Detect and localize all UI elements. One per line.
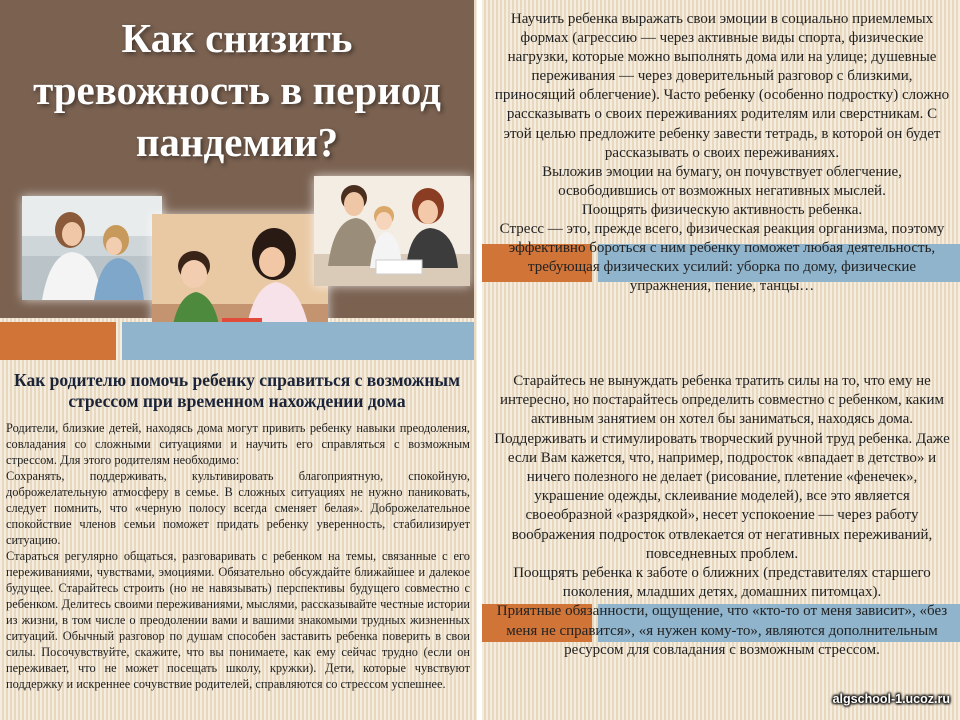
right-paragraph: Поощрять ребенка к заботе о ближних (представителях старшего поколения, младших детях, домашних питомцах). bbox=[513, 565, 931, 601]
left-body-text bbox=[6, 420, 470, 692]
right-bottom-text bbox=[492, 372, 952, 660]
right-paragraph: Выложив эмоции на бумагу, он почувствует облегчение, освободившись от возможных негативных мыслей. bbox=[542, 163, 902, 199]
left-paragraph: Родители, близкие детей, находясь дома могут привить ребенку навыки преодоления, совладания со сложными ситуациями и научить его справляться с возможным стрессом. Для этого родителям необходимо: bbox=[6, 421, 470, 467]
section-heading: Как родителю помочь ребенку справиться с возможным стрессом при временном нахождении дома bbox=[13, 370, 461, 411]
right-paragraph: Приятные обязанности, ощущение, что «кто-то от меня зависит», «без меня не справится», «я нужен кому-то», являются дополнительным ресурсом для совладания с возможным стрессом. bbox=[496, 603, 948, 658]
right-paragraph: Поощрять физическую активность ребенка. bbox=[581, 201, 863, 218]
page-title: Как снизить тревожность в период пандемии? bbox=[33, 15, 441, 165]
right-top-text bbox=[492, 10, 952, 296]
photo-family-reading bbox=[314, 176, 470, 286]
left-paragraph: Сохранять, поддерживать, культивировать благоприятную, спокойную, доброжелательную атмосферу в семье. В сложных ситуациях не нужно паниковать, следует помнить, что «черную полосу всегда сменяет белая». Доброжелательное спокойствие членов семьи поможет придать ребенку уверенность, стабилизирует ситуацию. bbox=[6, 469, 470, 547]
left-paragraph: Стараться регулярно общаться, разговаривать с ребенком на темы, связанные с его переживаниями, чувствами, эмоциями. Обязательно обсуждайте ближайшее и далекое будущее. Старайтесь строить (но не навязывать) перспективы будущего совместно с ребенком. Делитесь своими переживаниями, мыслями, рассказывайте честные истории из жизни, в том числе о преодолении вами и вашими знакомыми трудных жизненных ситуаций. Обычный разговор по душам способен заставить ребенка поверить в свои силы. Посочувствуйте, скажите, что вы понимаете, как ему сейчас трудно (если он переживает, что не может посещать школу, кружки). Дети, которые чувствуют поддержку и искреннее сочувствие родителей, справляются со стрессом успешнее. bbox=[6, 549, 470, 691]
photo-mother-comforting-child bbox=[22, 196, 162, 300]
right-paragraph: Старайтесь не вынуждать ребенка тратить силы на то, что ему не интересно, но постарайтесь определить совместно с ребенком, каким активным занятием он хотел бы заниматься, находясь дома. bbox=[499, 373, 945, 428]
right-paragraph: Научить ребенка выражать свои эмоции в социально приемлемых формах (агрессию — через активные виды спорта, физические нагрузки, которые можно выполнять дома или на улице; душевные переживания — через доверительный разговор с близкими, приносящий облегчение). Часто ребенку (особенно подростку) сложно рассказывать о своих переживаниях родителям или сверстникам. С этой целью предложите ребенку завести тетрадь, в которой он будет рассказывать о своих переживаниях. bbox=[494, 11, 950, 161]
accent-bar-blue bbox=[122, 322, 474, 360]
site-url[interactable]: algschool-1.ucoz.ru bbox=[832, 692, 950, 706]
right-paragraph: Стресс — это, прежде всего, физическая реакция организма, поэтому эффективно бороться с ним ребенку поможет любая деятельность, требующая физических усилий: уборка по дому, физические упражнения, пение, танцы… bbox=[499, 221, 945, 295]
right-paragraph: Поддерживать и стимулировать творческий ручной труд ребенка. Даже если Вам кажется, что, например, подросток «впадает в детство» и ничего полезного не делает (рисование, плетение «фенечек», украшение одежды, склеивание моделей), все это является своеобразной «разрядкой», несет успокоение — через работу воображения подросток отвлекается от негативных переживаний, повседневных проблем. bbox=[494, 430, 950, 562]
accent-bar-orange bbox=[0, 322, 116, 360]
